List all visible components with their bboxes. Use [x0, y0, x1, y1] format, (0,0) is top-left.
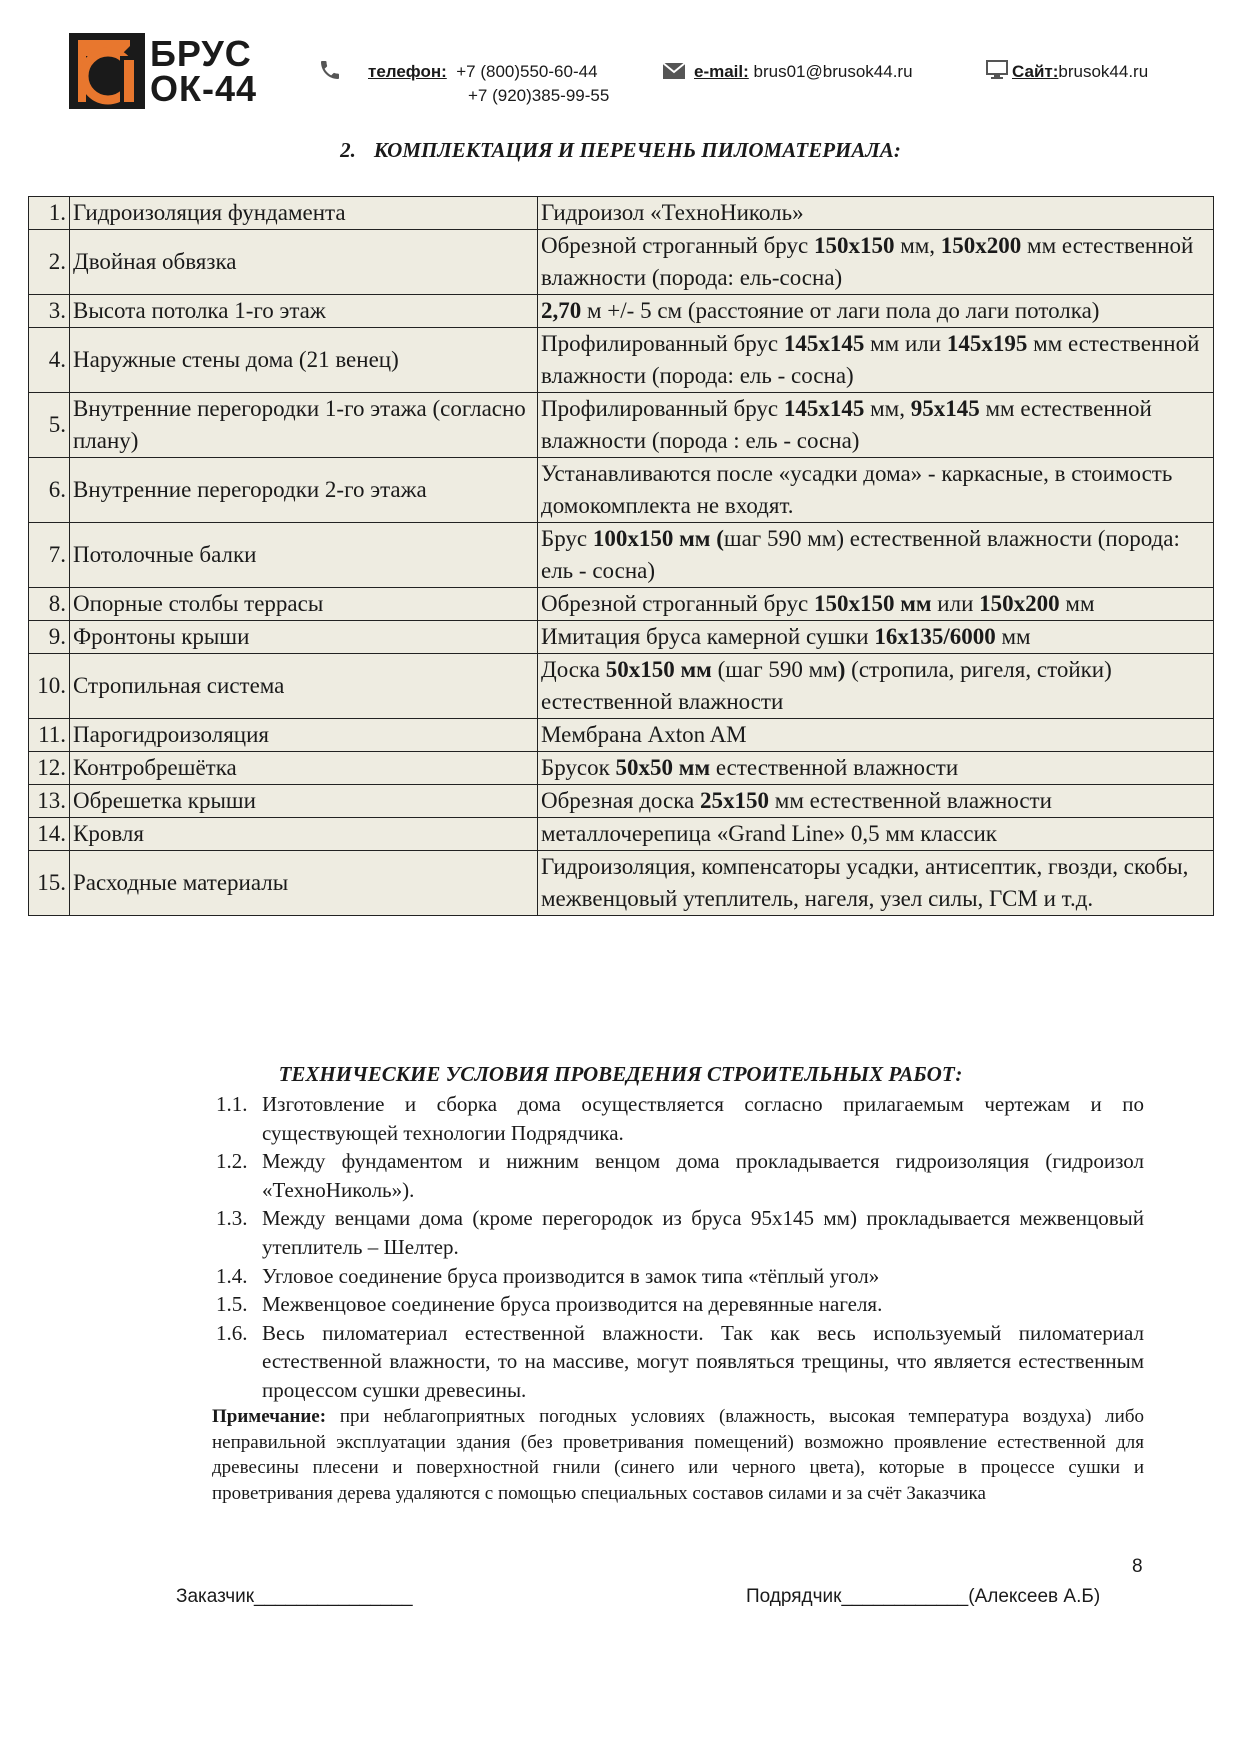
materials-table [28, 196, 1214, 916]
row-item-name: Гидроизоляция фундамента [70, 197, 538, 230]
company-logo [68, 32, 283, 110]
row-item-spec: Устанавливаются после «усадки дома» - каркасные, в стоимость домокомплекта не входят. [538, 458, 1214, 523]
phone-number-2: +7 (920)385-99-55 [468, 86, 610, 105]
phone-label: телефон: [368, 62, 447, 81]
note-paragraph [212, 1404, 1144, 1506]
row-number: 8. [29, 588, 70, 621]
row-item-spec: Мембрана Axton AM [538, 719, 1214, 752]
row-number: 5. [29, 393, 70, 458]
row-number: 2. [29, 230, 70, 295]
note-label: Примечание: [212, 1406, 327, 1427]
phone-icon [318, 58, 342, 82]
list-item [212, 1319, 1144, 1405]
row-item-spec: Обрезной строганный брус 150х150 мм или 150х200 мм [538, 588, 1214, 621]
logo-line-2: ОК-44 [150, 68, 258, 109]
row-number: 3. [29, 295, 70, 328]
materials-table-body [29, 197, 1214, 916]
row-item-name: Потолочные балки [70, 523, 538, 588]
list-item-text: Весь пиломатериал естественной влажности. Так как весь используемый пиломатериал естественной влажности, то на массиве, могут появляться трещины, что является естественным процессом сушки древесины. [262, 1320, 1144, 1402]
list-item-text: Межвенцовое соединение бруса производится на деревянные нагеля. [262, 1292, 883, 1317]
row-number: 13. [29, 785, 70, 818]
row-item-spec: Доска 50х150 мм (шаг 590 мм) (стропила, ригеля, стойки) естественной влажности [538, 654, 1214, 719]
table-row [29, 818, 1214, 851]
row-item-spec: Профилированный брус 145х145 мм, 95х145 мм естественной влажности (порода : ель - сосна) [538, 393, 1214, 458]
list-item-number: 1.4. [216, 1263, 248, 1288]
site-label: Сайт: [1012, 62, 1059, 81]
row-item-name: Фронтоны крыши [70, 621, 538, 654]
row-item-spec: 2,70 м +/- 5 см (расстояние от лаги пола до лаги потолка) [538, 295, 1214, 328]
section-number: 2. [340, 138, 356, 162]
section-title-text: КОМПЛЕКТАЦИЯ И ПЕРЕЧЕНЬ ПИЛОМАТЕРИАЛА: [373, 138, 901, 162]
logo-mark-icon [68, 32, 146, 110]
tech-conditions-title: ТЕХНИЧЕСКИЕ УСЛОВИЯ ПРОВЕДЕНИЯ СТРОИТЕЛЬНЫХ РАБОТ: [278, 1062, 963, 1086]
logo-line-1: БРУС [150, 33, 252, 74]
row-item-spec: Обрезной строганный брус 150х150 мм, 150х200 мм естественной влажности (порода: ель-сосна) [538, 230, 1214, 295]
email-address[interactable]: brus01@brusok44.ru [753, 62, 913, 81]
row-item-name: Опорные столбы террасы [70, 588, 538, 621]
contractor-signature-line: Подрядчик____________(Алексеев А.Б) [746, 1586, 1101, 1607]
monitor-icon [986, 60, 1008, 80]
list-item [212, 1262, 1144, 1291]
row-item-name: Контробрешётка [70, 752, 538, 785]
row-number: 15. [29, 851, 70, 916]
table-row [29, 393, 1214, 458]
list-item-number: 1.6. [216, 1320, 248, 1345]
row-item-name: Высота потолка 1-го этаж [70, 295, 538, 328]
email-label: e-mail: [694, 62, 749, 81]
list-item-text: Между венцами дома (кроме перегородок из бруса 95х145 мм) прокладывается межвенцовый утеплитель – Шелтер. [262, 1206, 1144, 1259]
tech-conditions-list [212, 1090, 1144, 1405]
row-item-spec: металлочерепица «Grand Line» 0,5 мм классик [538, 818, 1214, 851]
row-item-spec: Гидроизол «ТехноНиколь» [538, 197, 1214, 230]
row-item-spec: Профилированный брус 145х145 мм или 145х195 мм естественной влажности (порода: ель - сосна) [538, 328, 1214, 393]
row-number: 6. [29, 458, 70, 523]
table-row [29, 752, 1214, 785]
row-item-spec: Обрезная доска 25х150 мм естественной влажности [538, 785, 1214, 818]
customer-signature-line: Заказчик_______________ [176, 1586, 413, 1607]
list-item-text: Между фундаментом и нижним венцом дома прокладывается гидроизоляция (гидроизол «ТехноНиколь»). [262, 1149, 1144, 1202]
row-number: 12. [29, 752, 70, 785]
envelope-icon [662, 62, 686, 80]
row-item-name: Кровля [70, 818, 538, 851]
list-item [212, 1090, 1144, 1147]
table-row [29, 295, 1214, 328]
list-item-number: 1.3. [216, 1206, 248, 1231]
table-row [29, 197, 1214, 230]
row-number: 14. [29, 818, 70, 851]
phone-number-1: +7 (800)550-60-44 [456, 62, 598, 81]
section-title [0, 138, 1241, 163]
row-item-name: Двойная обвязка [70, 230, 538, 295]
row-number: 9. [29, 621, 70, 654]
row-number: 4. [29, 328, 70, 393]
list-item [212, 1290, 1144, 1319]
row-item-spec: Имитация бруса камерной сушки 16х135/6000 мм [538, 621, 1214, 654]
row-item-name: Расходные материалы [70, 851, 538, 916]
row-item-name: Стропильная система [70, 654, 538, 719]
table-row [29, 621, 1214, 654]
table-row [29, 230, 1214, 295]
table-row [29, 458, 1214, 523]
row-item-name: Внутренние перегородки 1-го этажа (согласно плану) [70, 393, 538, 458]
list-item-text: Угловое соединение бруса производится в замок типа «тёплый угол» [262, 1263, 880, 1288]
list-item [212, 1204, 1144, 1261]
list-item [212, 1147, 1144, 1204]
table-row [29, 654, 1214, 719]
table-row [29, 588, 1214, 621]
site-url[interactable]: brusok44.ru [1058, 62, 1149, 81]
table-row [29, 785, 1214, 818]
table-row [29, 851, 1214, 916]
row-item-name: Наружные стены дома (21 венец) [70, 328, 538, 393]
row-number: 10. [29, 654, 70, 719]
row-item-name: Обрешетка крыши [70, 785, 538, 818]
row-item-spec: Гидроизоляция, компенсаторы усадки, антисептик, гвозди, скобы, межвенцовый утеплитель, нагеля, узел силы, ГСМ и т.д. [538, 851, 1214, 916]
row-number: 11. [29, 719, 70, 752]
list-item-number: 1.1. [216, 1092, 248, 1116]
note-text: при неблагоприятных погодных условиях (влажность, высокая температура воздуха) либо неправильной эксплуатации здания (без проветривания помещений) возможно проявление естественной для древесины плесени и поверхностной гнили (синего или черного цвета), которые в процессе сушки и проветривания дерева удаляются с помощью специальных составов силами и за счёт Заказчика [212, 1406, 1144, 1504]
table-row [29, 328, 1214, 393]
row-number: 7. [29, 523, 70, 588]
list-item-number: 1.5. [216, 1292, 248, 1317]
row-item-spec: Брусок 50х50 мм естественной влажности [538, 752, 1214, 785]
table-row [29, 523, 1214, 588]
row-item-name: Парогидроизоляция [70, 719, 538, 752]
list-item-text: Изготовление и сборка дома осуществляется согласно прилагаемым чертежам и по существующей технологии Подрядчика. [262, 1092, 1144, 1145]
logo-wordmark [150, 33, 290, 109]
row-item-name: Внутренние перегородки 2-го этажа [70, 458, 538, 523]
page-number: 8 [1132, 1556, 1143, 1577]
list-item-number: 1.2. [216, 1149, 248, 1174]
row-item-spec: Брус 100х150 мм (шаг 590 мм) естественной влажности (порода: ель - сосна) [538, 523, 1214, 588]
row-number: 1. [29, 197, 70, 230]
table-row [29, 719, 1214, 752]
